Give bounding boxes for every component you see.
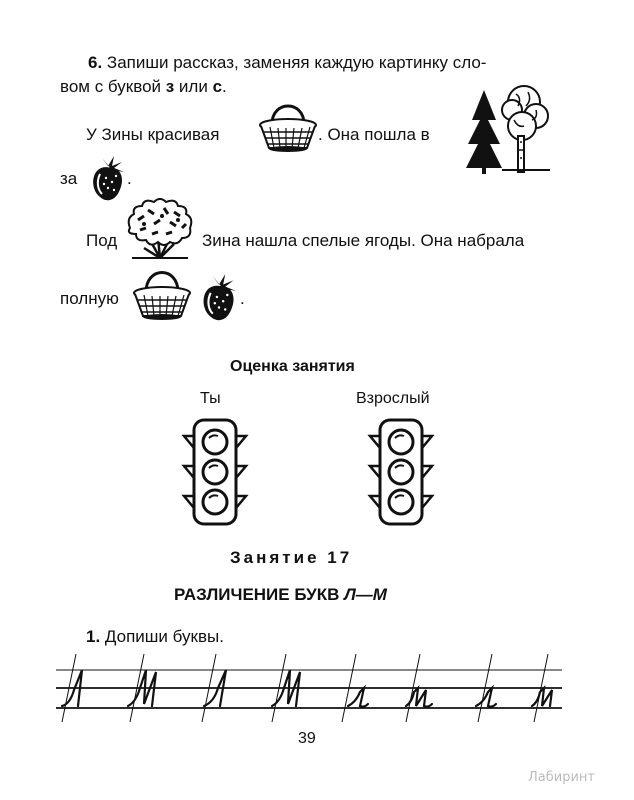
- letter-z: з: [165, 77, 175, 96]
- sentence-4b: Зина нашла спелые ягоды. Она набрала: [202, 231, 525, 250]
- sentence-5: полную: [60, 289, 119, 308]
- lesson-topic: [174, 585, 387, 605]
- sentence-2: . Она пошла в: [318, 125, 430, 144]
- strawberry-icon: [88, 152, 128, 202]
- task6-line2-end: .: [222, 77, 227, 96]
- task6-number: 6.: [88, 53, 103, 72]
- assessment-title: Оценка занятия: [230, 358, 355, 375]
- task6-line1: [88, 52, 486, 74]
- lesson-topic-letters: Л—М: [344, 585, 387, 604]
- task6-text-line1: Запиши рассказ, заменяя каждую картинку сло-: [106, 53, 487, 72]
- sentence-5-end: .: [240, 289, 245, 308]
- assessment-you-label: Ты: [200, 390, 221, 407]
- forest-icon: [466, 80, 550, 176]
- letter-s: с: [212, 77, 223, 96]
- task1-text: Допиши буквы.: [104, 627, 224, 646]
- handwriting-exercise[interactable]: [56, 652, 562, 724]
- watermark: Лабиринт: [528, 770, 595, 785]
- task1-line: [86, 626, 224, 648]
- task6-text-line2: вом с буквой: [60, 77, 166, 96]
- assessment-adult-label: Взрослый: [356, 390, 430, 407]
- sentence-3-end: .: [127, 169, 132, 188]
- sentence-1: У Зины красивая: [86, 125, 220, 144]
- sentence-4a: Под: [86, 231, 118, 250]
- strawberry-icon: [198, 270, 240, 322]
- lesson-title: Занятие 17: [230, 548, 353, 567]
- lesson-topic-prefix: РАЗЛИЧЕНИЕ БУКВ: [174, 585, 345, 604]
- basket-icon: [132, 264, 192, 324]
- sentence-3: за: [60, 169, 78, 188]
- task1-number: 1.: [86, 627, 101, 646]
- basket-icon: [258, 98, 318, 156]
- traffic-light-icon[interactable]: [366, 416, 436, 528]
- task6-or: или: [174, 77, 213, 96]
- task6-line2: [60, 76, 227, 98]
- page-number: 39: [298, 730, 316, 747]
- bush-icon: [124, 198, 196, 260]
- traffic-light-icon[interactable]: [180, 416, 250, 528]
